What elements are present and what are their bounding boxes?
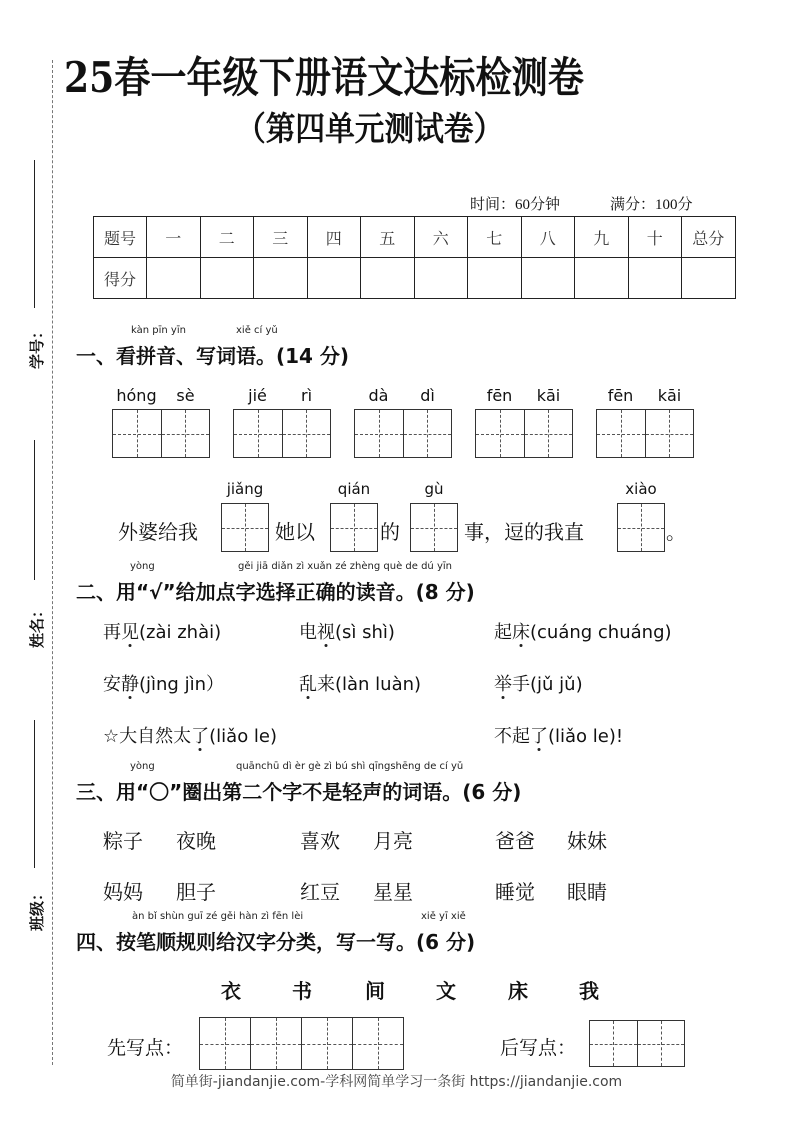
score-header-cell: 八 [521,217,575,258]
student-id-line-lower [34,440,35,580]
blank-pinyin: jiǎng [226,480,264,498]
pinyin-options[interactable]: (jìng jìn） [139,674,224,695]
word-option[interactable]: 星星 [373,880,413,904]
pinyin-options[interactable]: (liǎo le)! [548,726,624,747]
choice-word: 不起 [494,726,530,747]
choice-word: 来 [317,674,335,695]
pinyin-options[interactable]: (sì shì) [335,622,395,643]
pinyin-options[interactable]: (zài zhài) [139,622,222,643]
full-score: 满分：100分 [610,197,693,213]
writing-grid[interactable] [475,409,573,458]
section1-title-pinyin: kàn pīn yīn [131,325,186,336]
name-label: 姓名： [28,602,47,649]
dotted-char: 视 [317,622,335,643]
word-option[interactable]: 爸爸 [495,829,535,853]
last-dot-label: 后写点： [500,1037,577,1059]
page-title: 25春一年级下册语文达标检测卷 [64,53,584,102]
time-limit: 时间：60分钟 [470,197,561,213]
blank-pinyin: qián [337,480,371,498]
section1-title: 一、看拼音、写词语。(14 分) [76,344,350,368]
sentence-part: 事，逗的我直 [464,520,584,544]
word-pinyin: kāi [657,386,682,405]
section4-title: 四、按笔顺规则给汉字分类，写一写。(6 分) [76,930,476,954]
score-cell[interactable] [628,258,682,299]
writing-grid[interactable] [112,409,210,458]
class-label: 班级： [28,885,47,932]
word-option[interactable]: 粽子 [103,829,143,853]
score-header-cell: 六 [414,217,468,258]
section1-title-pinyin: xiě cí yǔ [236,325,278,336]
reading-choice[interactable] [103,722,277,748]
writing-grid[interactable] [410,503,458,552]
character: 书 [292,979,312,1003]
sentence-part: 的 [380,520,400,544]
word-option[interactable]: 夜晚 [176,829,216,853]
score-header-cell: 一 [147,217,201,258]
score-header-cell: 十 [628,217,682,258]
word-option[interactable]: 眼睛 [567,880,607,904]
pinyin-options[interactable]: (làn luàn) [335,674,422,695]
score-table-score-row [94,258,736,299]
word-pinyin: dà [368,386,389,405]
word-option[interactable]: 睡觉 [495,880,535,904]
reading-choice[interactable] [103,618,221,644]
dotted-char: 床 [512,622,530,643]
character: 文 [436,979,456,1003]
word-option[interactable]: 红豆 [300,880,340,904]
sentence-part: 外婆给我 [118,520,198,544]
dotted-char: 了 [530,726,548,747]
word-option[interactable]: 月亮 [373,829,413,853]
score-cell[interactable] [575,258,629,299]
score-header-cell: 七 [468,217,522,258]
pinyin-options[interactable]: (jǔ jǔ) [530,674,583,695]
student-id-label: 学号： [28,323,47,370]
score-cell[interactable] [682,258,736,299]
reading-choice[interactable] [494,722,623,748]
character: 我 [579,979,599,1003]
first-dot-grid[interactable] [199,1017,404,1070]
section3-title-pinyin: yòng [130,761,155,772]
writing-grid[interactable] [330,503,378,552]
reading-choice[interactable] [299,670,421,696]
choice-word: ☆大自然太 [103,726,192,747]
score-row-label: 得分 [94,258,147,299]
word-pinyin: kāi [536,386,561,405]
score-header-cell: 二 [200,217,254,258]
word-pinyin: fēn [607,386,634,405]
character: 衣 [221,979,241,1003]
word-pinyin: fēn [486,386,513,405]
character: 间 [365,979,385,1003]
word-option[interactable]: 妈妈 [103,880,143,904]
dotted-char: 静 [121,674,139,695]
choice-word: 电 [299,622,317,643]
page-subtitle: （第四单元测试卷） [236,109,504,148]
score-cell[interactable] [521,258,575,299]
word-option[interactable]: 喜欢 [300,829,340,853]
section2-title-pinyin: yòng [130,561,155,572]
reading-choice[interactable] [494,670,583,696]
score-header-cell: 五 [361,217,415,258]
word-pinyin: rì [300,386,313,405]
blank-pinyin: xiào [625,480,657,498]
writing-grid[interactable] [233,409,331,458]
score-header-cell: 题号 [94,217,147,258]
dotted-char: 了 [191,726,210,747]
sentence-part: 她以 [275,520,315,544]
choice-word: 手 [512,674,530,695]
pinyin-options[interactable]: (cuáng chuáng) [530,622,672,643]
score-cell[interactable] [147,258,201,299]
first-dot-label: 先写点： [107,1037,184,1059]
writing-grid[interactable] [221,503,269,552]
section4-title-pinyin: xiě yī xiě [421,911,466,922]
choice-word: 再 [103,622,121,643]
score-header-cell: 九 [575,217,629,258]
score-cell[interactable] [414,258,468,299]
score-table-header-row [94,217,736,258]
score-header-cell: 四 [307,217,361,258]
blank-pinyin: gù [424,480,444,498]
watermark: 简单街-jiandanjie.com-学科网简单学习一条街 https://jiandanjie.com [170,1074,623,1090]
word-option[interactable]: 妹妹 [567,829,607,853]
reading-choice[interactable] [494,618,672,644]
score-header-cell: 总分 [682,217,736,258]
dotted-char: 见 [121,622,139,643]
word-pinyin: sè [176,386,195,405]
score-cell[interactable] [468,258,522,299]
reading-choice[interactable] [103,670,224,696]
score-cell[interactable] [361,258,415,299]
score-cell[interactable] [307,258,361,299]
writing-grid[interactable] [596,409,694,458]
section3-title-pinyin: quānchū dì èr gè zì bú shì qīngshēng de cí yǔ [236,761,464,772]
score-cell[interactable] [254,258,308,299]
cut-line [52,60,53,1065]
writing-grid[interactable] [617,503,665,552]
section2-title-pinyin: gěi jiā diǎn zì xuǎn zé zhèng què de dú yīn [238,561,452,572]
choice-word: 起 [494,622,512,643]
word-option[interactable]: 胆子 [176,880,216,904]
word-pinyin: dì [420,386,435,405]
section3-title: 三、用“〇”圈出第二个字不是轻声的词语。(6 分) [76,780,522,804]
word-pinyin: jié [248,386,267,405]
score-header-cell: 三 [254,217,308,258]
dotted-char: 乱 [299,674,317,695]
writing-grid[interactable] [354,409,452,458]
dotted-char: 举 [494,674,512,695]
reading-choice[interactable] [299,618,395,644]
section4-title-pinyin: àn bǐ shùn guī zé gěi hàn zì fēn lèi [132,911,304,922]
last-dot-grid[interactable] [589,1020,685,1067]
name-line [34,720,35,868]
section2-title: 二、用“√”给加点字选择正确的读音。(8 分) [76,580,475,604]
word-pinyin: hóng [116,386,157,405]
sentence-part: 。 [666,520,686,544]
student-id-line [34,160,35,308]
score-cell[interactable] [200,258,254,299]
pinyin-options[interactable]: (liǎo le) [209,726,278,747]
score-table [93,216,736,299]
character: 床 [508,979,528,1003]
choice-word: 安 [103,674,121,695]
